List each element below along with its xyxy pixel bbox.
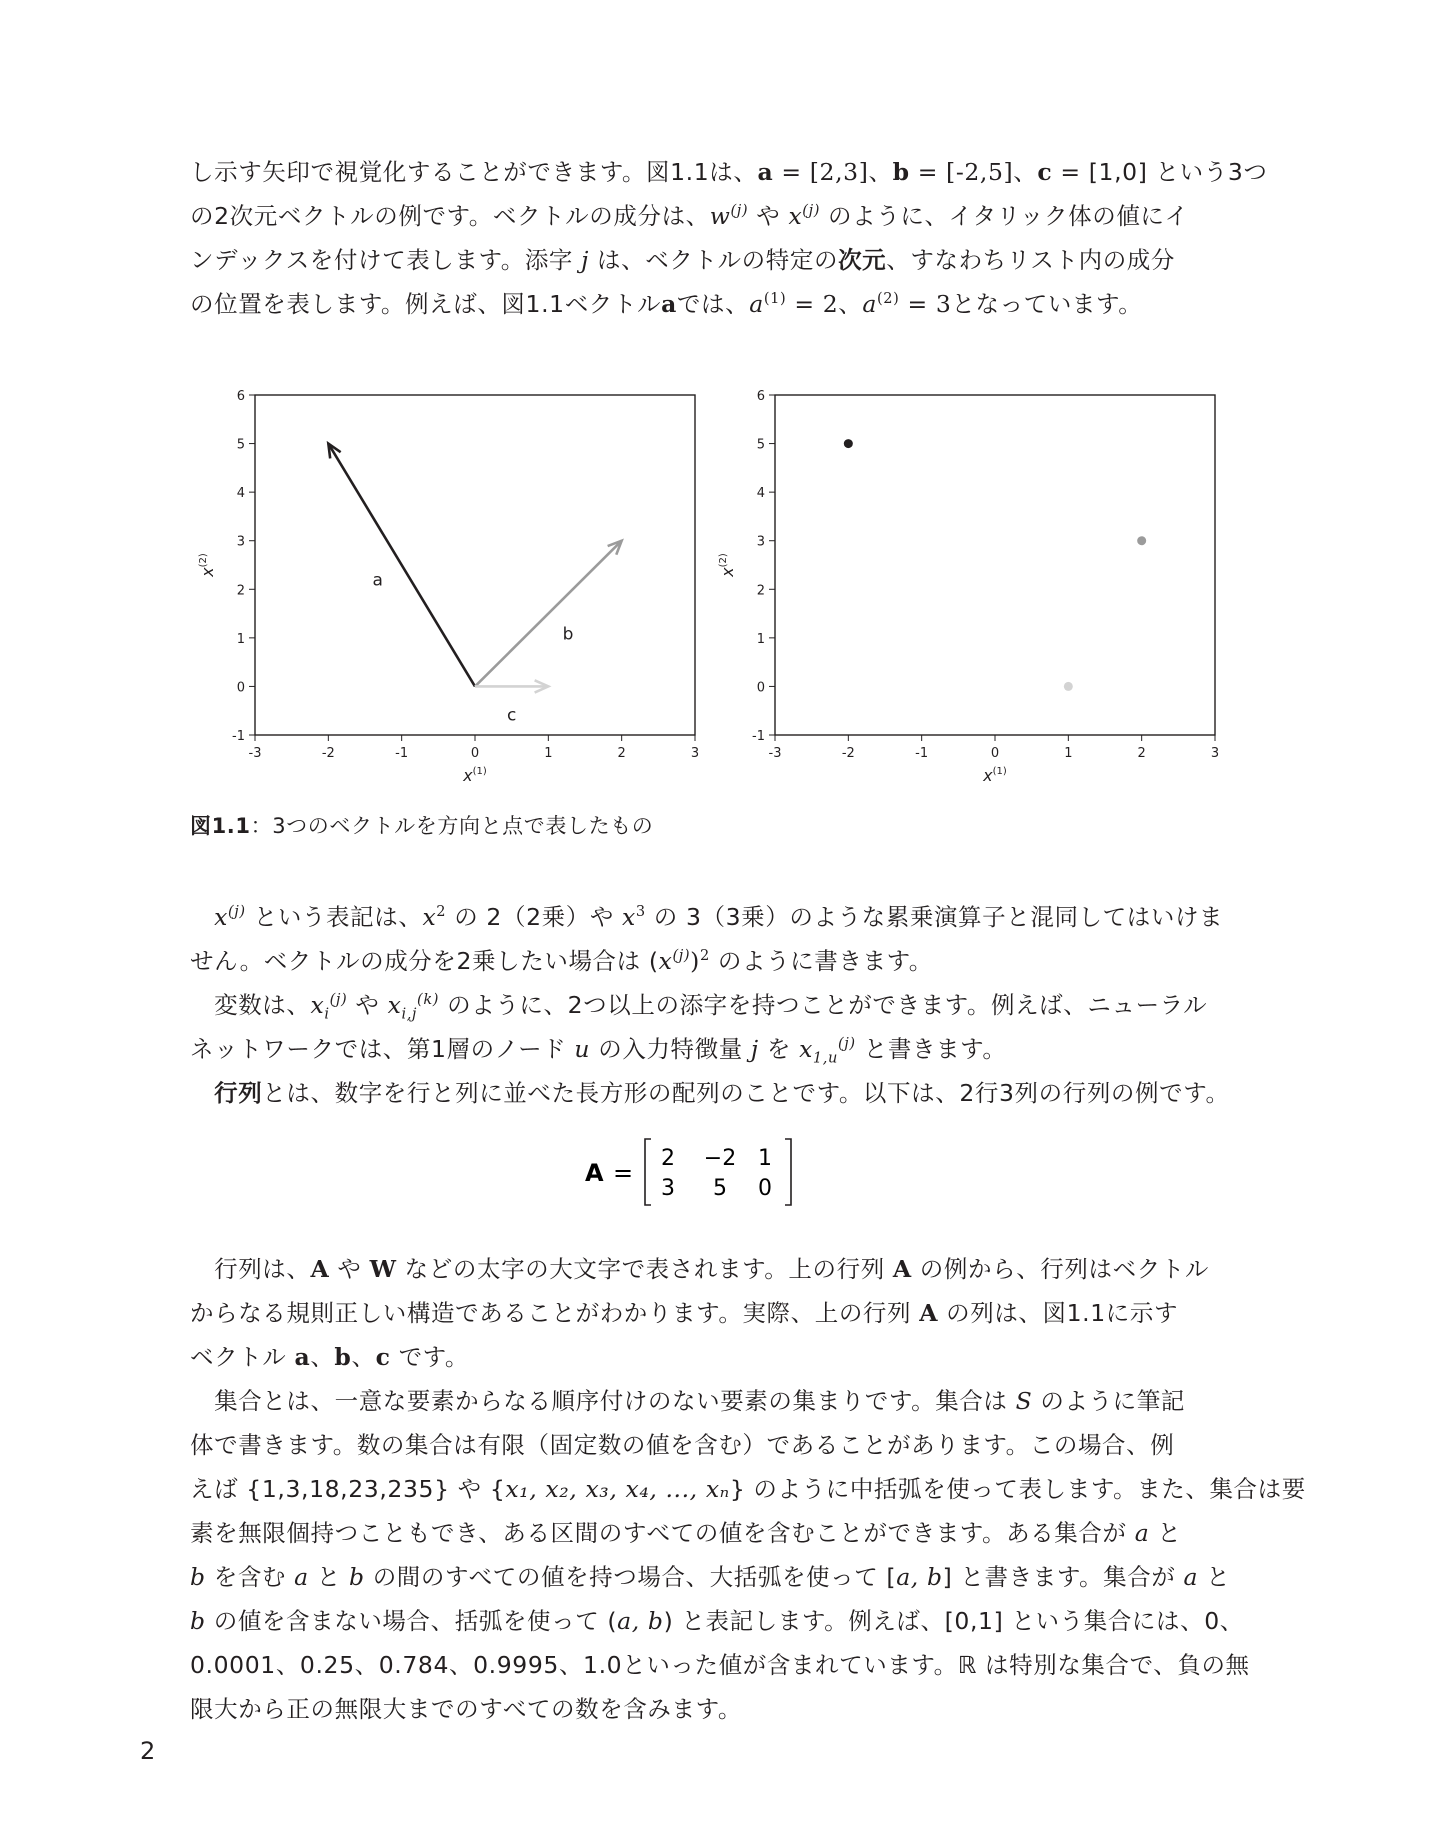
text: からなる規則正しい構造であることがわかります。実際、上の行列 [190,1299,920,1327]
body-paragraph-sets [190,1379,1306,1731]
superscript: (k) [417,991,440,1009]
y-axis-label-sup: (2) [718,553,729,568]
text: 集合とは、一意な要素からなる順序付けのない要素の集まりです。集合は [214,1387,1016,1415]
text: を含む [205,1563,295,1591]
text: の入力特徴量 [590,1035,751,1063]
matrix-equation [585,1135,815,1209]
text: 、 [310,1343,335,1371]
left-bracket [645,1139,651,1205]
text: です。 [390,1343,469,1371]
y-axis-label: $x^{(2)}$ [198,553,217,577]
var-a: a [749,290,764,318]
body-paragraph-notation [190,895,1250,983]
vector-a: a [757,158,774,186]
interval: a, b [896,1563,943,1591]
body4-line-3 [190,1335,1250,1379]
var-a: a [1134,1519,1150,1547]
text: = [-2,5]、 [909,158,1038,186]
x-tick-label: -3 [248,746,262,761]
text: の例から、行列はベクトル [911,1255,1209,1283]
var-x: x [658,947,673,975]
var-a: a [294,1563,309,1591]
body5-line-3 [190,1467,1306,1511]
intro-line-4 [190,282,1250,326]
y-tick-label: 2 [756,583,765,599]
vector-a: a [294,1343,311,1371]
x-tick-label: -2 [841,746,855,761]
text: や [329,1255,370,1283]
text: は、ベクトルの特定の [588,246,839,274]
plot-frame [775,395,1215,735]
var-a: a [1183,1563,1199,1591]
text: ベクトル [190,1343,295,1371]
y-tick-label: 0 [236,680,245,696]
text: と [1198,1563,1231,1591]
x-axis-label-sup: (1) [472,766,487,777]
superscript: 2 [436,903,447,921]
subscript: 1,u [812,1049,838,1067]
body2-line-2 [190,1027,1250,1071]
var-x: x [387,991,402,1019]
y-tick-label: 6 [236,389,245,404]
text: ) と表記します。例えば、[0,1] という集合には、0、 [663,1607,1244,1635]
x-tick-label: 2 [1137,746,1146,761]
body2-line-1 [190,983,1250,1027]
text: せん。ベクトルの成分を2乗したい場合は ( [190,947,659,975]
text: や [748,202,789,230]
subscript: i,j [401,1005,418,1023]
text: の2次元ベクトルの例です。ベクトルの成分は、 [190,202,710,230]
y-tick-label: 6 [756,389,765,404]
text: = [1,0] という3つ [1052,158,1268,186]
var-w: w [709,202,731,230]
text: = 2、 [786,290,863,318]
vector-b: b [334,1343,352,1371]
right-bracket [785,1139,791,1205]
y-tick-label: 2 [236,583,245,599]
text: 変数は、 [214,991,311,1019]
text: という表記は、 [245,903,423,931]
text: } のように中括弧を使って表します。また、集合は要 [729,1475,1306,1503]
x-tick-label: -3 [768,746,782,761]
x-tick-label: 3 [690,746,700,761]
text: や [347,991,388,1019]
var-j: j [750,1035,759,1063]
text: 0.0001、0.25、0.784、0.9995、1.0といった値が含まれています。ℝ は特別な集合で、負の無 [190,1651,1250,1679]
text: を [758,1035,800,1063]
matrix-svg [585,1135,815,1209]
var-x: x [214,903,228,931]
text: とは、数字を行と列に並べた長方形の配列のことです。以下は、2行3列の行列の例です。 [262,1079,1230,1107]
text: 行列は、 [214,1255,311,1283]
body5-line-6 [190,1599,1250,1643]
body5-line-4 [190,1511,1250,1555]
x-axis-label: $x^{(1)}$ [463,766,487,785]
var-b: b [190,1563,206,1591]
var-x: x [621,903,636,931]
y-tick-label: 4 [236,486,245,502]
x-axis-label-sup: (1) [992,766,1007,777]
superscript: 2 [699,947,710,965]
y-tick-label: 4 [756,486,765,502]
figure-1 [195,375,1255,785]
superscript: (j) [227,903,246,921]
superscript: 3 [635,903,646,921]
x-tick-label: 1 [544,746,553,761]
data-point [1064,682,1073,691]
text: などの太字の大文字で表されます。上の行列 [396,1255,893,1283]
x-tick-label: 2 [617,746,626,761]
text: = [2,3]、 [773,158,893,186]
var-a: a [862,290,878,318]
text: ] と書きます。集合が [942,1563,1184,1591]
text: の 3（3乗）のような累乗演算子と混同してはいけま [645,903,1224,931]
w-j [710,202,748,230]
superscript: (j) [672,947,691,965]
body1-line-1 [190,895,1250,939]
text: ンデックスを付けて表します。添字 [190,246,582,274]
text: の値を含まない場合、括弧を使って ( [205,1607,618,1635]
vector-b: b [892,158,910,186]
intro-line-2 [190,194,1250,238]
superscript: (1) [763,290,787,308]
matrix-cell: 0 [758,1176,772,1201]
vector-b-arrow [475,541,622,687]
body-paragraph-indices [190,983,1250,1071]
text: と [1149,1519,1182,1547]
var-x: x [422,903,437,931]
var-x: x [788,202,803,230]
body5-line-5 [190,1555,1250,1599]
vector-a-arrow [328,444,475,687]
superscript: (j) [838,1035,856,1053]
y-tick-label: -1 [232,729,245,744]
term-matrix: 行列 [214,1079,263,1107]
y-axis-label: $x^{(2)}$ [718,553,737,577]
text: 、 [351,1343,376,1371]
x-tick-label: -1 [395,746,409,761]
text: の間のすべての値を持つ場合、大括弧を使って [ [364,1563,897,1591]
page-number: 2 [140,1737,156,1765]
matrix-cell: 2 [661,1146,675,1171]
var-b: b [190,1607,206,1635]
text: 限大から正の無限大までのすべての数を含みます。 [190,1695,742,1723]
matrix-name: A [585,1159,604,1187]
text: 体で書きます。数の集合は有限（固定数の値を含む）であることがあります。この場合、例 [190,1431,1175,1459]
text: のように、イタリック体の値にイ [819,202,1189,230]
text: の位置を表します。例えば、図1.1ベクトル [190,290,662,318]
data-point [844,439,853,448]
body5-line-7 [190,1643,1250,1687]
superscript: (2) [877,290,900,308]
text: と書きます。 [855,1035,1007,1063]
text: ) [690,947,700,975]
body-paragraph-matrix-notation [190,1247,1250,1379]
vector-c: c [375,1343,391,1371]
x-tick-label: 1 [1064,746,1073,761]
body4-line-2 [190,1291,1250,1335]
term-dimension: 次元 [838,246,887,274]
y-tick-label: 1 [756,631,765,647]
vector-c-label: c [506,705,517,726]
var-j: j [581,246,589,274]
subscript: i [324,1005,330,1023]
text: の 2（2乗）や [446,903,622,931]
text: = 3 [899,290,952,318]
text: のように、2つ以上の添字を持つことができます。例えば、ニューラル [439,991,1208,1019]
x-tick-label: 0 [470,746,480,761]
x-tick-label: 3 [1210,746,1220,761]
vector-b-label: b [562,624,574,645]
body-paragraph-matrix-def [190,1071,1250,1115]
superscript: (j) [730,202,749,220]
text: となっています。 [951,290,1143,318]
text: ネットワークでは、第1層のノード [190,1035,575,1063]
body4-line-1 [190,1247,1250,1291]
text: 素を無限個持つこともでき、ある区間のすべての値を含むことができます。ある集合が [190,1519,1135,1547]
y-tick-label: 3 [756,534,765,550]
var-x: x [310,991,325,1019]
matrix-A: A [892,1255,912,1283]
vector-a: a [661,290,677,318]
caption-text: ：3つのベクトルを方向と点で表したもの [250,814,654,838]
var-u: u [574,1035,591,1063]
matrix-A: A [310,1255,330,1283]
body5-line-1 [190,1379,1250,1423]
text: し示す矢印で視覚化することができます。図1.1は、 [190,158,758,186]
body5-line-2 [190,1423,1250,1467]
data-point [1137,536,1146,545]
superscript: (j) [329,991,348,1009]
matrix-cell: 3 [661,1176,675,1201]
y-tick-label: 3 [236,534,245,550]
text: 、すなわちリスト内の成分 [886,246,1175,274]
body5-line-8 [190,1687,1250,1731]
y-tick-label: -1 [752,729,765,744]
body1-line-2 [190,939,1250,983]
text: では、 [676,290,750,318]
var-x: x [799,1035,813,1063]
y-axis-label-sup: (2) [198,553,209,568]
intro-line-3 [190,238,1250,282]
text: えば {1,3,18,23,235} や { [190,1475,506,1503]
vector-arrows-plot [198,389,699,785]
equals-sign: = [613,1159,634,1187]
matrix-cell: −2 [703,1146,737,1171]
y-tick-label: 0 [756,680,765,696]
x-tick-label: 0 [990,746,1000,761]
body3-line-1 [190,1071,1250,1115]
point-scatter-plot [718,389,1219,785]
intro-line-1 [190,150,1268,194]
x-axis-label: $x^{(1)}$ [983,766,1007,785]
vector-c: c [1037,158,1053,186]
intro-paragraph [190,150,1268,326]
figure-caption [190,810,653,840]
vector-a-label: a [372,570,383,591]
matrix-cell: 5 [713,1176,727,1201]
y-tick-label: 1 [236,631,245,647]
x-tick-label: -1 [915,746,929,761]
text: のように書きます。 [709,947,933,975]
y-tick-label: 5 [236,437,245,453]
set-S: S [1015,1387,1033,1415]
matrix-A: A [919,1299,939,1327]
interval: a, b [617,1607,664,1635]
y-tick-label: 5 [756,437,765,453]
x-tick-label: -2 [321,746,335,761]
set-elements: x₁, x₂, x₃, x₄, ..., xₙ [505,1475,730,1503]
matrix-W: W [369,1255,397,1283]
superscript: (j) [802,202,820,220]
caption-label: 図1.1 [190,814,251,838]
matrix-cell: 1 [758,1146,772,1171]
text: と [308,1563,349,1591]
text: のように筆記 [1032,1387,1185,1415]
text: の列は、図1.1に示す [938,1299,1179,1327]
var-b: b [348,1563,365,1591]
x-j [788,202,820,230]
